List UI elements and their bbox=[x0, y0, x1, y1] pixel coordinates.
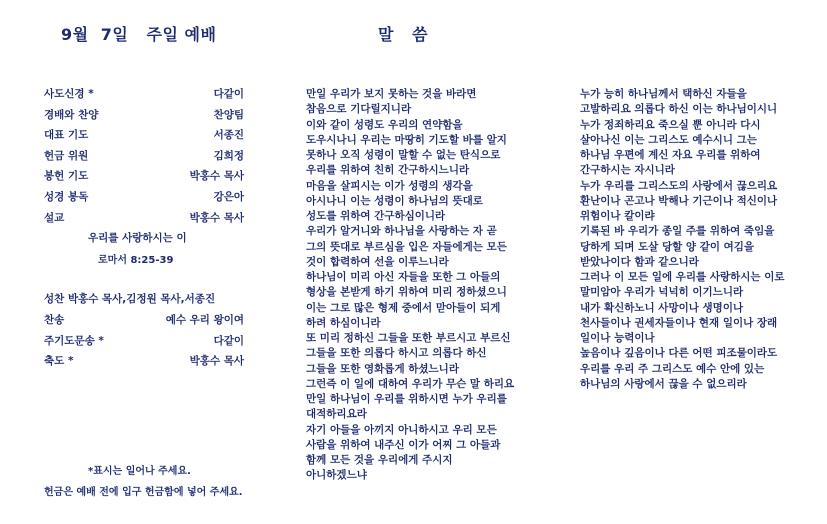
sermon-reference: 로마서 8:25-39 bbox=[98, 254, 174, 266]
scripture-line: 하려 하심이니라 bbox=[306, 316, 381, 329]
order-item-label: 축도 * bbox=[44, 355, 74, 368]
order-item-person: 박홍수 목사 bbox=[189, 170, 244, 183]
scripture-line: 우리를 우리 주 그리스도 예수 안에 있는 bbox=[580, 362, 765, 375]
scripture-line: 누가 능히 하나님께서 택하신 자들을 bbox=[580, 88, 747, 100]
scripture-column-middle bbox=[306, 87, 576, 484]
order-item-label: 사도신경 * bbox=[44, 88, 94, 100]
scripture-line: 일이나 능력이나 bbox=[580, 332, 655, 344]
scripture-line: 사람을 위하여 내주신 이가 어찌 그 아들과 bbox=[306, 438, 501, 451]
stand-note: *표시는 일어나 주세요. bbox=[88, 466, 191, 477]
order-item bbox=[44, 107, 244, 128]
scripture-line: 만일 우리가 보지 못하는 것을 바라면 bbox=[306, 88, 477, 100]
scripture-line: 그의 뜻대로 부르심을 입은 자들에게는 모든 bbox=[306, 240, 507, 253]
order-item bbox=[44, 168, 244, 189]
scripture-line: 받았나이다 함과 같으니라 bbox=[580, 255, 699, 268]
order-item-label: 경배와 찬양 bbox=[44, 108, 99, 121]
scripture-line: 하나님 우편에 계신 자요 우리를 위하여 bbox=[580, 149, 761, 161]
scripture-line: 마음을 살피시는 이가 성령의 생각을 bbox=[306, 179, 473, 192]
scripture-heading: 말 씀 bbox=[378, 25, 429, 44]
order-item-person: 다같이 bbox=[213, 88, 244, 100]
order-item bbox=[44, 312, 244, 333]
scripture-column-right bbox=[580, 87, 825, 392]
scripture-line: 대적하리요라 bbox=[306, 408, 367, 421]
scripture-line: 함께 모든 것을 우리에게 주시지 bbox=[306, 454, 453, 466]
order-item-label: 주기도문송 * bbox=[44, 334, 104, 347]
order-item bbox=[44, 291, 244, 312]
scripture-line: 이는 그로 많은 형제 중에서 맏아들이 되게 bbox=[306, 301, 501, 314]
scripture-line: 천사들이나 권세자들이나 현재 일이나 장래 bbox=[580, 316, 778, 329]
scripture-line: 하나님의 사랑에서 끊을 수 없으리라 bbox=[580, 377, 747, 390]
scripture-line: 우리를 위하여 친히 간구하시느니라 bbox=[306, 164, 470, 177]
order-item bbox=[44, 86, 244, 107]
scripture-line: 그들을 또한 의롭다 하시고 의롭다 하신 bbox=[306, 347, 487, 360]
order-item bbox=[44, 189, 244, 210]
scripture-line: 내가 확신하노니 사망이나 생명이나 bbox=[580, 301, 744, 314]
order-item-label: 봉헌 기도 bbox=[44, 170, 89, 183]
scripture-line: 누가 정죄하리요 죽으실 뿐 아니라 다시 bbox=[580, 118, 761, 131]
scripture-line: 성도를 위하여 간구하심이니라 bbox=[306, 210, 446, 222]
scripture-line: 그러나 이 모든 일에 우리를 사랑하시는 이로 bbox=[580, 271, 785, 283]
scripture-line: 말미암아 우리가 넉넉히 이기느니라 bbox=[580, 286, 744, 299]
order-item-person: 찬양팀 bbox=[213, 108, 244, 121]
scripture-line: 높음이나 깊음이나 다른 어떤 피조물이라도 bbox=[580, 347, 778, 360]
order-item-label: 대표 기도 bbox=[44, 129, 89, 142]
order-item-person: 김희정 bbox=[213, 149, 244, 162]
spacer bbox=[44, 271, 244, 291]
scripture-line: 그런즉 이 일에 대하여 우리가 무슨 말 하리요 bbox=[306, 377, 515, 390]
scripture-line: 간구하시는 자시니라 bbox=[580, 164, 675, 177]
scripture-line: 아시나니 이는 성령이 하나님의 뜻대로 bbox=[306, 194, 483, 207]
order-item-label: 설교 bbox=[44, 211, 65, 224]
order-item bbox=[44, 333, 244, 354]
scripture-line: 이와 같이 성령도 우리의 연약함을 bbox=[306, 118, 463, 131]
scripture-line: 그들을 또한 영화롭게 하셨느니라 bbox=[306, 362, 459, 375]
offering-note: 헌금은 예배 전에 입구 헌금함에 넣어 주세요. bbox=[44, 487, 243, 498]
order-item-label: 찬송 bbox=[44, 313, 65, 326]
scripture-line: 우리가 알거니와 하나님을 사랑하는 자 곧 bbox=[306, 225, 497, 238]
order-of-worship bbox=[44, 86, 244, 374]
order-item-person: 박홍수 목사 bbox=[189, 211, 244, 224]
order-item-person: 다같이 bbox=[213, 334, 244, 347]
order-item-person: 서종진 bbox=[213, 129, 244, 142]
scripture-line: 아니하겠느냐 bbox=[306, 469, 367, 482]
scripture-line: 도우시나니 우리는 마땅히 기도할 바를 알지 bbox=[306, 133, 507, 146]
order-item-person: 강은아 bbox=[213, 190, 244, 203]
order-item bbox=[44, 353, 244, 374]
scripture-line: 위험이나 칼이랴 bbox=[580, 210, 655, 222]
scripture-line: 누가 우리를 그리스도의 사랑에서 끊으리요 bbox=[580, 179, 778, 192]
order-item bbox=[44, 148, 244, 169]
order-item-label: 성찬 박홍수 목사,김정원 목사,서종진 bbox=[44, 293, 216, 306]
sermon-reference-row bbox=[44, 251, 244, 272]
scripture-line: 참음으로 기다릴지니라 bbox=[306, 103, 412, 116]
scripture-line: 만일 하나님이 우리를 위하시면 누가 우리를 bbox=[306, 393, 507, 405]
scripture-line: 하나님이 미리 아신 자들을 또한 그 아들의 bbox=[306, 271, 501, 283]
order-item-label: 성경 봉독 bbox=[44, 190, 89, 203]
order-item-person: 예수 우리 왕이여 bbox=[165, 313, 244, 326]
order-item-label: 헌금 위원 bbox=[44, 149, 89, 162]
scripture-line: 당하게 되며 도살 당할 양 같이 여김을 bbox=[580, 240, 755, 253]
scripture-line: 고발하리요 의롭다 하신 이는 하나님이시니 bbox=[580, 103, 778, 116]
sermon-title-row bbox=[44, 230, 244, 251]
scripture-line: 형상을 본받게 하기 위하여 미리 정하셨으니 bbox=[306, 286, 507, 299]
order-item-person: 박홍수 목사 bbox=[189, 355, 244, 368]
scripture-line: 것이 합력하여 선을 이루느니라 bbox=[306, 255, 449, 268]
service-date-title: 9월 7일 주일 예배 bbox=[61, 25, 217, 44]
scripture-line: 자기 아들을 아끼지 아니하시고 우리 모든 bbox=[306, 423, 497, 436]
scripture-line: 기록된 바 우리가 종일 주를 위하여 죽임을 bbox=[580, 225, 775, 238]
order-item bbox=[44, 127, 244, 148]
order-item bbox=[44, 210, 244, 231]
scripture-line: 환난이나 곤고나 박해나 기근이나 적신이나 bbox=[580, 194, 778, 207]
scripture-line: 못하나 오직 성령이 말할 수 없는 탄식으로 bbox=[306, 149, 501, 161]
scripture-line: 살아나신 이는 그리스도 예수시니 그는 bbox=[580, 133, 757, 146]
sermon-title: 우리를 사랑하시는 이 bbox=[88, 232, 187, 245]
scripture-line: 또 미리 정하신 그들을 또한 부르시고 부르신 bbox=[306, 332, 511, 344]
